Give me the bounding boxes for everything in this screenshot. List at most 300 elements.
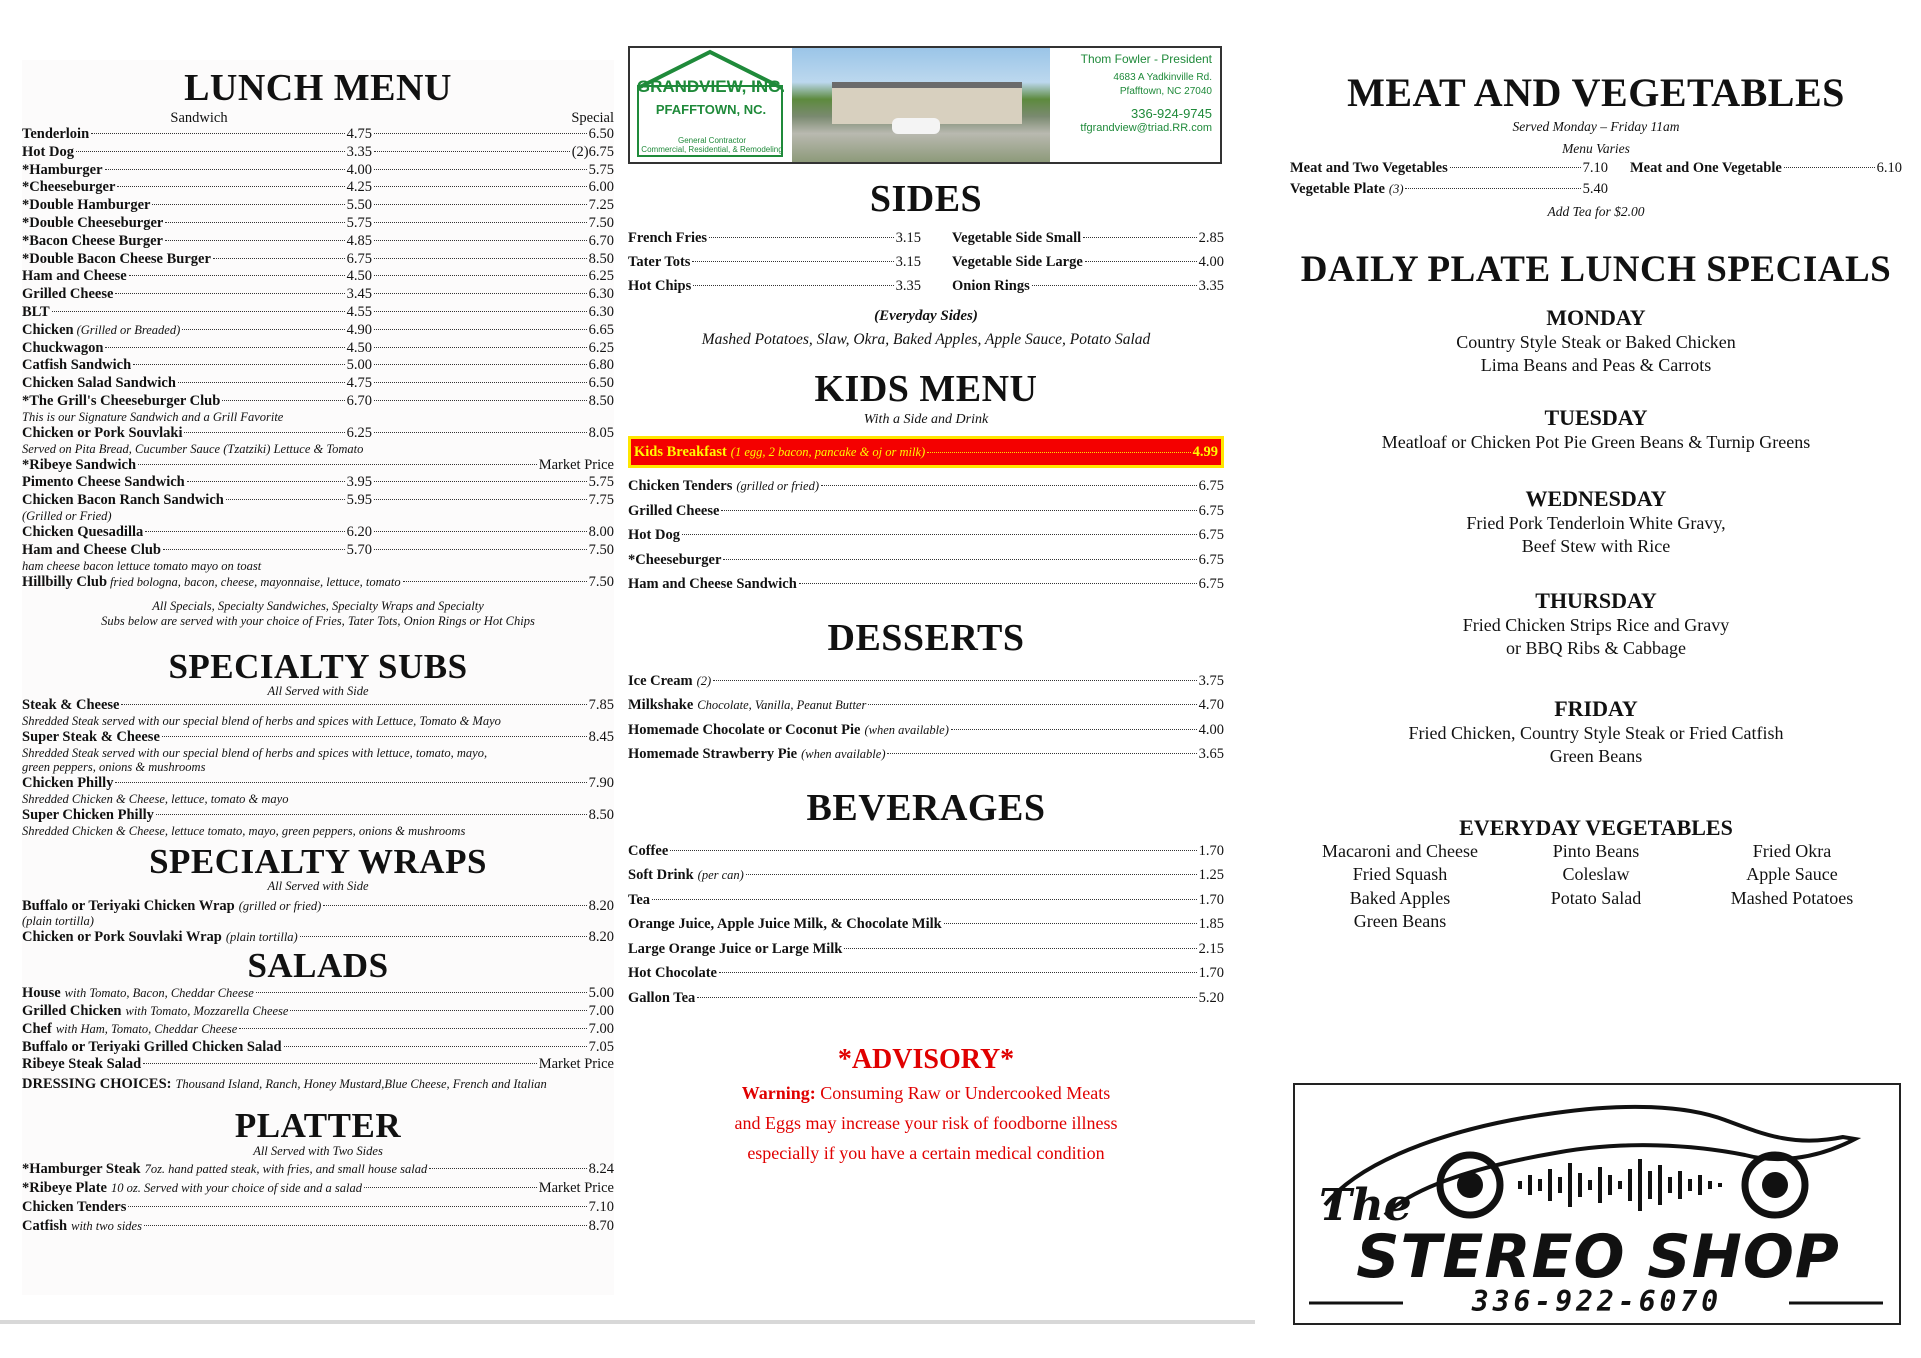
item-desc: (grilled or fried): [238, 898, 322, 913]
item-name: Hot Dog: [22, 143, 74, 160]
sandwich-price: 4.00: [346, 161, 372, 178]
special-price: 8.50: [588, 392, 614, 409]
sandwich-price: 6.70: [346, 392, 372, 409]
meat-two-veg-price: 7.10: [1582, 160, 1608, 176]
item-desc: Chocolate, Vanilla, Peanut Butter: [697, 698, 867, 712]
beverages-title: BEVERAGES: [806, 786, 1046, 829]
lunch-item: [22, 474, 614, 492]
item-name: Chuckwagon: [22, 339, 104, 356]
item-desc: with Ham, Tomato, Cheddar Cheese: [55, 1021, 238, 1036]
item-desc: 7oz. hand patted steak, with fries, and small house salad: [144, 1161, 428, 1176]
item-name: Tenderloin: [22, 126, 90, 142]
day-name: THURSDAY: [1535, 587, 1657, 613]
salads-title: SALADS: [247, 946, 389, 986]
item-name: Onion Rings: [952, 278, 1030, 294]
salads-list: [22, 985, 614, 1074]
item-price: 1.70: [1198, 842, 1224, 859]
car-shape: [892, 118, 940, 134]
item-price: 3.35: [1198, 278, 1224, 294]
specialty-subs-title: SPECIALTY SUBS: [168, 647, 468, 687]
item-price: 3.75: [1198, 672, 1224, 689]
lunch-item: [22, 215, 614, 233]
grandview-tagline: [634, 136, 790, 154]
item-desc: fried bologna, bacon, cheese, mayonnaise, lettuce, tomato: [110, 574, 401, 589]
item-price: 6.75: [1198, 478, 1224, 494]
item-price: 4.70: [1198, 697, 1224, 713]
dressing-label: DRESSING CHOICES:: [22, 1076, 172, 1093]
item-name: Steak & Cheese: [22, 697, 120, 714]
special-price: 8.00: [588, 523, 614, 540]
meat-veg-title: MEAT AND VEGETABLES: [1347, 70, 1845, 115]
platter-item: [22, 1160, 614, 1179]
item-name: Super Steak & Cheese: [22, 729, 160, 746]
item-price: 8.20: [588, 929, 614, 946]
vegetable-item: Coleslaw: [1562, 864, 1630, 885]
special-price: 6.30: [588, 303, 614, 320]
item-desc: with two sides: [71, 1218, 142, 1233]
lunch-menu-title: LUNCH MENU: [184, 67, 452, 109]
kids-menu-title: KIDS MENU: [814, 368, 1038, 410]
kids-breakfast-name: Kids Breakfast: [634, 444, 727, 460]
special-price: 6.65: [588, 321, 614, 338]
vegetable-plate-price: 5.40: [1582, 180, 1608, 197]
advisory-line-3: especially if you have a certain medical condition: [747, 1143, 1105, 1163]
special-price: 6.80: [588, 357, 614, 374]
vegetable-item: Mashed Potatoes: [1730, 887, 1854, 908]
side-item: [628, 250, 921, 274]
item-name: Buffalo or Teriyaki Chicken Wrap: [22, 897, 235, 914]
sandwich-header: Sandwich: [170, 110, 228, 126]
lunch-column-headers: [22, 110, 614, 126]
lunch-item: [22, 393, 614, 411]
beverage-item: [628, 839, 1224, 864]
item-name: Ham and Cheese Club: [22, 541, 161, 558]
grandview-ad: [628, 46, 1222, 164]
item-name: Grilled Cheese: [628, 502, 720, 519]
meat-one-veg-price: 6.10: [1876, 160, 1902, 176]
subs-list: [22, 697, 614, 837]
sandwich-price: 3.45: [346, 286, 372, 303]
dessert-item: [628, 669, 1224, 694]
grandview-company: GRANDVIEW, INC.: [636, 77, 786, 96]
everyday-veg-col-3: [1687, 840, 1897, 934]
item-price: 6.75: [1198, 502, 1224, 519]
item-price: 8.50: [588, 806, 614, 823]
item-price: 4.00: [1198, 721, 1224, 738]
item-name: Hot Chips: [628, 278, 692, 294]
lunch-column: [22, 60, 614, 1295]
special-price: 5.75: [588, 161, 614, 178]
everyday-veg-columns: [1290, 840, 1902, 934]
item-name: Hillbilly Club: [22, 573, 108, 590]
item-desc: 10 oz. Served with your choice of side and a salad: [110, 1180, 362, 1195]
special-price: 7.25: [588, 197, 614, 214]
item-name: Catfish: [22, 1217, 68, 1234]
item-price: 7.90: [588, 774, 614, 791]
grandview-email: tfgrandview@triad.RR.com: [1080, 122, 1212, 134]
sandwich-price: 4.25: [346, 179, 372, 196]
lunch-item: [22, 144, 614, 162]
item-name: Ribeye Steak Salad: [22, 1056, 142, 1073]
lunch-footnote-1: All Specials, Specialty Sandwiches, Specialty Wraps and Specialty: [152, 599, 484, 614]
kids-item: [628, 474, 1224, 499]
item-price: 1.70: [1198, 891, 1224, 908]
item-name: Soft Drink: [628, 867, 694, 883]
day-name: FRIDAY: [1554, 695, 1638, 721]
lunch-item: [22, 286, 614, 304]
item-name: *Double Hamburger: [22, 197, 151, 214]
dessert-item: [628, 693, 1224, 718]
item-name: *Hamburger: [22, 161, 103, 178]
lunch-item: [22, 268, 614, 286]
wrap-item: [22, 929, 614, 947]
item-desc: with Tomato, Bacon, Cheddar Cheese: [64, 986, 254, 1001]
item-name: House: [22, 985, 61, 1002]
add-tea-note: Add Tea for $2.00: [1547, 203, 1645, 219]
vegetable-item: Pinto Beans: [1552, 840, 1640, 861]
sandwich-price: 6.25: [346, 424, 372, 441]
sandwich-price: 5.50: [346, 197, 372, 214]
lunch-item: [22, 251, 614, 269]
grandview-addr-1: 4683 A Yadkinville Rd.: [1113, 72, 1212, 83]
lunch-item: [22, 574, 614, 592]
item-note: This is our Signature Sandwich and a Grill Favorite: [22, 409, 284, 424]
item-name: Super Chicken Philly: [22, 806, 154, 823]
daily-special-monday: [1290, 305, 1902, 377]
item-price: 7.00: [588, 1020, 614, 1037]
lunch-item: [22, 162, 614, 180]
side-item: [628, 274, 921, 298]
item-note: ham cheese bacon lettuce tomato mayo on toast: [22, 558, 262, 573]
vegetable-plate: [1290, 181, 1608, 199]
item-name: Chicken Quesadilla: [22, 523, 144, 540]
specialty-wraps-title: SPECIALTY WRAPS: [149, 841, 487, 881]
platter-item: [22, 1179, 614, 1198]
advisory-warning-label: Warning:: [741, 1083, 816, 1103]
kids-item: [628, 499, 1224, 524]
sides-left: [628, 226, 921, 298]
platter-item: [22, 1217, 614, 1236]
lunch-item: [22, 233, 614, 251]
item-name: Chicken or Pork Souvlaki Wrap: [22, 929, 222, 946]
day-name: WEDNESDAY: [1525, 485, 1667, 511]
special-price: 6.50: [588, 375, 614, 392]
item-name: Chef: [22, 1020, 52, 1037]
sides-grid: [628, 226, 1224, 298]
sandwich-price: 4.75: [346, 126, 372, 142]
item-price: 1.85: [1198, 916, 1224, 932]
vegetable-item: Green Beans: [1353, 911, 1447, 932]
lunch-item: [22, 126, 614, 144]
daily-special-friday: [1290, 696, 1902, 768]
daily-specials-title: DAILY PLATE LUNCH SPECIALS: [1300, 248, 1892, 290]
sandwich-price: 4.85: [346, 232, 372, 249]
sandwich-price: 4.55: [346, 303, 372, 320]
meat-veg-varies: Menu Varies: [1562, 141, 1630, 156]
item-name: Large Orange Juice or Large Milk: [628, 940, 843, 957]
salad-item: [22, 1039, 614, 1057]
item-name: Ice Cream: [628, 672, 693, 689]
lunch-item: [22, 524, 614, 542]
grandview-phone: 336-924-9745: [1131, 106, 1212, 121]
item-name: Milkshake: [628, 697, 694, 713]
sandwich-price: 3.35: [346, 143, 372, 160]
item-desc: (when available): [864, 722, 949, 737]
item-name: Chicken or Pork Souvlaki: [22, 424, 183, 441]
kids-list: [628, 474, 1224, 597]
wraps-list: [22, 898, 614, 948]
lunch-item: [22, 304, 614, 322]
special-price: 6.70: [588, 232, 614, 249]
sandwich-price: 4.90: [346, 321, 372, 338]
lunch-item: [22, 179, 614, 197]
item-desc: (when available): [801, 747, 886, 761]
meat-two-veg: [1290, 160, 1608, 178]
special-price: Market Price: [538, 456, 614, 473]
lunch-list: [22, 126, 614, 591]
item-name: *Double Bacon Cheese Burger: [22, 250, 211, 267]
sandwich-price: 5.00: [346, 357, 372, 374]
lunch-item: [22, 197, 614, 215]
sandwich-price: 3.95: [346, 474, 372, 491]
desserts-title: DESSERTS: [827, 616, 1025, 659]
special-price: 7.50: [588, 214, 614, 231]
special-price: 8.05: [588, 424, 614, 441]
everyday-veg-col-1: [1295, 840, 1505, 934]
daily-special-wednesday: [1290, 486, 1902, 558]
vegetable-item: Fried Squash: [1352, 864, 1448, 885]
item-price: Market Price: [538, 1179, 614, 1196]
special-price: 7.50: [588, 573, 614, 590]
item-price: 8.45: [588, 729, 614, 746]
lunch-item: [22, 375, 614, 393]
daily-special-thursday: [1290, 588, 1902, 660]
item-price: 2.15: [1198, 940, 1224, 957]
side-item: [952, 274, 1224, 298]
wrap-item: [22, 898, 614, 916]
special-price: 6.25: [588, 339, 614, 356]
sandwich-price: 5.70: [346, 541, 372, 558]
middle-column: [628, 46, 1224, 1168]
page-fold-bar: [0, 1320, 1255, 1324]
soundwave-icon: [1520, 1159, 1720, 1211]
beverages-list: [628, 839, 1224, 1011]
special-price: (2)6.75: [571, 143, 614, 160]
dessert-item: [628, 718, 1224, 743]
item-name: Gallon Tea: [628, 989, 696, 1006]
item-price: 7.00: [588, 1002, 614, 1019]
item-price: 6.75: [1198, 527, 1224, 543]
kids-breakfast-desc: (1 egg, 2 bacon, pancake & oj or milk): [730, 445, 926, 459]
item-price: 3.65: [1198, 746, 1224, 762]
item-name: Tea: [628, 891, 651, 908]
vegetable-item: Potato Salad: [1550, 887, 1642, 908]
grandview-tag-1: General Contractor: [677, 136, 747, 145]
item-name: Grilled Chicken: [22, 1002, 122, 1019]
grandview-president: Thom Fowler - President: [1080, 52, 1212, 66]
day-name: MONDAY: [1546, 304, 1646, 330]
meat-one-veg: [1608, 160, 1902, 178]
item-price: 1.25: [1198, 867, 1224, 883]
kids-item: [628, 548, 1224, 573]
side-item: [952, 250, 1224, 274]
item-note: (Grilled or Fried): [22, 508, 112, 523]
stereo-shop-phone: 336-922-6070: [1471, 1285, 1723, 1318]
item-price: 1.70: [1198, 965, 1224, 981]
lunch-item: [22, 357, 614, 375]
advisory-line-1: [628, 1078, 1224, 1108]
day-line-1: Fried Pork Tenderloin White Gravy,: [1466, 512, 1726, 533]
advisory: [628, 1044, 1224, 1168]
item-price: 7.85: [588, 697, 614, 714]
right-column: [1290, 70, 1902, 934]
everyday-veg-col-2: [1506, 840, 1686, 934]
item-note: Served on Pita Bread, Cucumber Sauce (Tzatziki) Lettuce & Tomato: [22, 441, 364, 456]
salad-item: [22, 985, 614, 1003]
item-price: 3.15: [895, 254, 921, 270]
beverage-item: [628, 937, 1224, 962]
grandview-tag-2: Commercial, Residential, & Remodeling: [641, 145, 783, 154]
special-price: 7.75: [588, 492, 614, 509]
special-price: 6.00: [588, 179, 614, 196]
item-name: Ham and Cheese: [22, 268, 127, 285]
platter-list: [22, 1160, 614, 1236]
sandwich-price: 5.95: [346, 492, 372, 509]
item-name: Chicken Philly: [22, 774, 114, 791]
special-price: 6.25: [588, 268, 614, 285]
vegetable-item: Macaroni and Cheese: [1322, 840, 1478, 861]
special-price: 5.75: [588, 474, 614, 491]
everyday-veg-title: EVERYDAY VEGETABLES: [1459, 814, 1733, 840]
item-name: Buffalo or Teriyaki Grilled Chicken Salad: [22, 1038, 282, 1055]
item-price: 5.00: [588, 985, 614, 1002]
side-item: [952, 226, 1224, 250]
item-name: Ham and Cheese Sandwich: [628, 576, 797, 592]
sub-item: [22, 729, 614, 747]
sandwich-price: 5.75: [346, 214, 372, 231]
meat-two-veg-name: Meat and Two Vegetables: [1290, 160, 1448, 176]
item-name: Vegetable Side Large: [952, 254, 1083, 270]
item-price: 8.24: [588, 1160, 614, 1177]
item-price: 4.00: [1198, 254, 1224, 270]
wraps-subtitle: All Served with Side: [267, 878, 369, 893]
beverage-item: [628, 888, 1224, 913]
desserts-list: [628, 669, 1224, 767]
item-name: French Fries: [628, 230, 708, 246]
kids-breakfast-highlight: [628, 436, 1224, 468]
item-name: Hot Dog: [628, 527, 680, 543]
item-note: Shredded Chicken & Cheese, lettuce, tomato & mayo: [22, 791, 289, 806]
lunch-item: [22, 425, 614, 443]
advisory-title: *ADVISORY*: [837, 1044, 1015, 1075]
item-name: *Ribeye Plate: [22, 1179, 107, 1196]
item-name: Pimento Cheese Sandwich: [22, 474, 185, 491]
item-price: 8.20: [588, 897, 614, 914]
beverage-item: [628, 986, 1224, 1011]
platter-item: [22, 1198, 614, 1217]
lunch-item: [22, 457, 614, 475]
platter-subtitle: All Served with Two Sides: [253, 1143, 383, 1158]
sides-right: [952, 226, 1224, 298]
lunch-item: [22, 340, 614, 358]
item-price: 6.75: [1198, 551, 1224, 568]
stereo-shop-ad: [1293, 1083, 1901, 1325]
item-name: Vegetable Side Small: [952, 230, 1082, 246]
item-name: *Hamburger Steak: [22, 1160, 141, 1177]
item-name: Coffee: [628, 842, 669, 859]
office-building-photo: [792, 48, 1050, 162]
everyday-sides-list: Mashed Potatoes, Slaw, Okra, Baked Apples, Apple Sauce, Potato Salad: [701, 331, 1151, 348]
platter-title: PLATTER: [234, 1105, 402, 1145]
sandwich-price: 6.20: [346, 523, 372, 540]
vegetable-item: Apple Sauce: [1746, 864, 1838, 885]
day-line-1: Fried Chicken, Country Style Steak or Fried Catfish: [1408, 722, 1784, 743]
lunch-item: [22, 542, 614, 560]
item-name: Homemade Strawberry Pie: [628, 746, 798, 762]
item-price: 6.75: [1198, 576, 1224, 592]
advisory-text-1: Consuming Raw or Undercooked Meats: [820, 1083, 1111, 1103]
item-name: *Cheeseburger: [628, 551, 722, 568]
item-name: Grilled Cheese: [22, 286, 114, 303]
day-line-2: Beef Stew with Rice: [1521, 535, 1671, 556]
item-name: *Double Cheeseburger: [22, 214, 164, 231]
everyday-sides-label: (Everyday Sides): [874, 308, 978, 324]
item-name: Orange Juice, Apple Juice Milk, & Chocolate Milk: [628, 916, 942, 932]
salad-item: [22, 1003, 614, 1021]
daily-specials-list: [1290, 305, 1902, 768]
sub-item: [22, 807, 614, 825]
sub-item: [22, 775, 614, 793]
meat-one-veg-name: Meat and One Vegetable: [1630, 160, 1782, 176]
beverage-item: [628, 863, 1224, 888]
stereo-shop-name: STEREO SHOP: [1356, 1222, 1840, 1292]
day-line-1: Country Style Steak or Baked Chicken: [1456, 331, 1736, 352]
item-name: Homemade Chocolate or Coconut Pie: [628, 721, 861, 738]
item-name: *The Grill's Cheeseburger Club: [22, 392, 221, 409]
vegetable-plate-name: Vegetable Plate: [1290, 180, 1385, 197]
item-desc: (plain tortilla): [225, 930, 298, 945]
kids-item: [628, 523, 1224, 548]
vegetable-item: Baked Apples: [1349, 887, 1451, 908]
sub-item: [22, 697, 614, 715]
item-price: 3.35: [895, 278, 921, 294]
item-note: (plain tortilla): [22, 914, 94, 929]
grandview-contact: [1052, 52, 1212, 135]
vegetable-plate-desc: (3): [1388, 181, 1404, 196]
item-note: Shredded Steak served with our special blend of herbs and spices with lettuce, tomato, mayo,: [22, 745, 488, 760]
item-price: 7.10: [588, 1198, 614, 1215]
item-name: Chicken Salad Sandwich: [22, 375, 176, 392]
lunch-footnote-2: Subs below are served with your choice of Fries, Tater Tots, Onion Rings or Hot Chips: [101, 614, 535, 629]
item-price: Market Price: [538, 1056, 614, 1073]
sandwich-price: 4.75: [346, 375, 372, 392]
day-name: TUESDAY: [1544, 404, 1648, 430]
special-price: 7.50: [588, 541, 614, 558]
special-price: 8.50: [588, 250, 614, 267]
stereo-shop-the: The: [1319, 1180, 1412, 1231]
special-price: 6.30: [588, 286, 614, 303]
sandwich-price: 6.75: [346, 250, 372, 267]
item-desc: (per can): [697, 868, 744, 882]
item-name: BLT: [22, 303, 50, 320]
kids-item: [628, 572, 1224, 597]
item-name: *Bacon Cheese Burger: [22, 232, 163, 249]
item-price: 3.15: [895, 230, 921, 246]
day-line-1: Fried Chicken Strips Rice and Gravy: [1462, 614, 1730, 635]
item-name: Catfish Sandwich: [22, 357, 132, 374]
sandwich-price: 4.50: [346, 339, 372, 356]
advisory-line-2: and Eggs may increase your risk of foodborne illness: [734, 1113, 1118, 1133]
